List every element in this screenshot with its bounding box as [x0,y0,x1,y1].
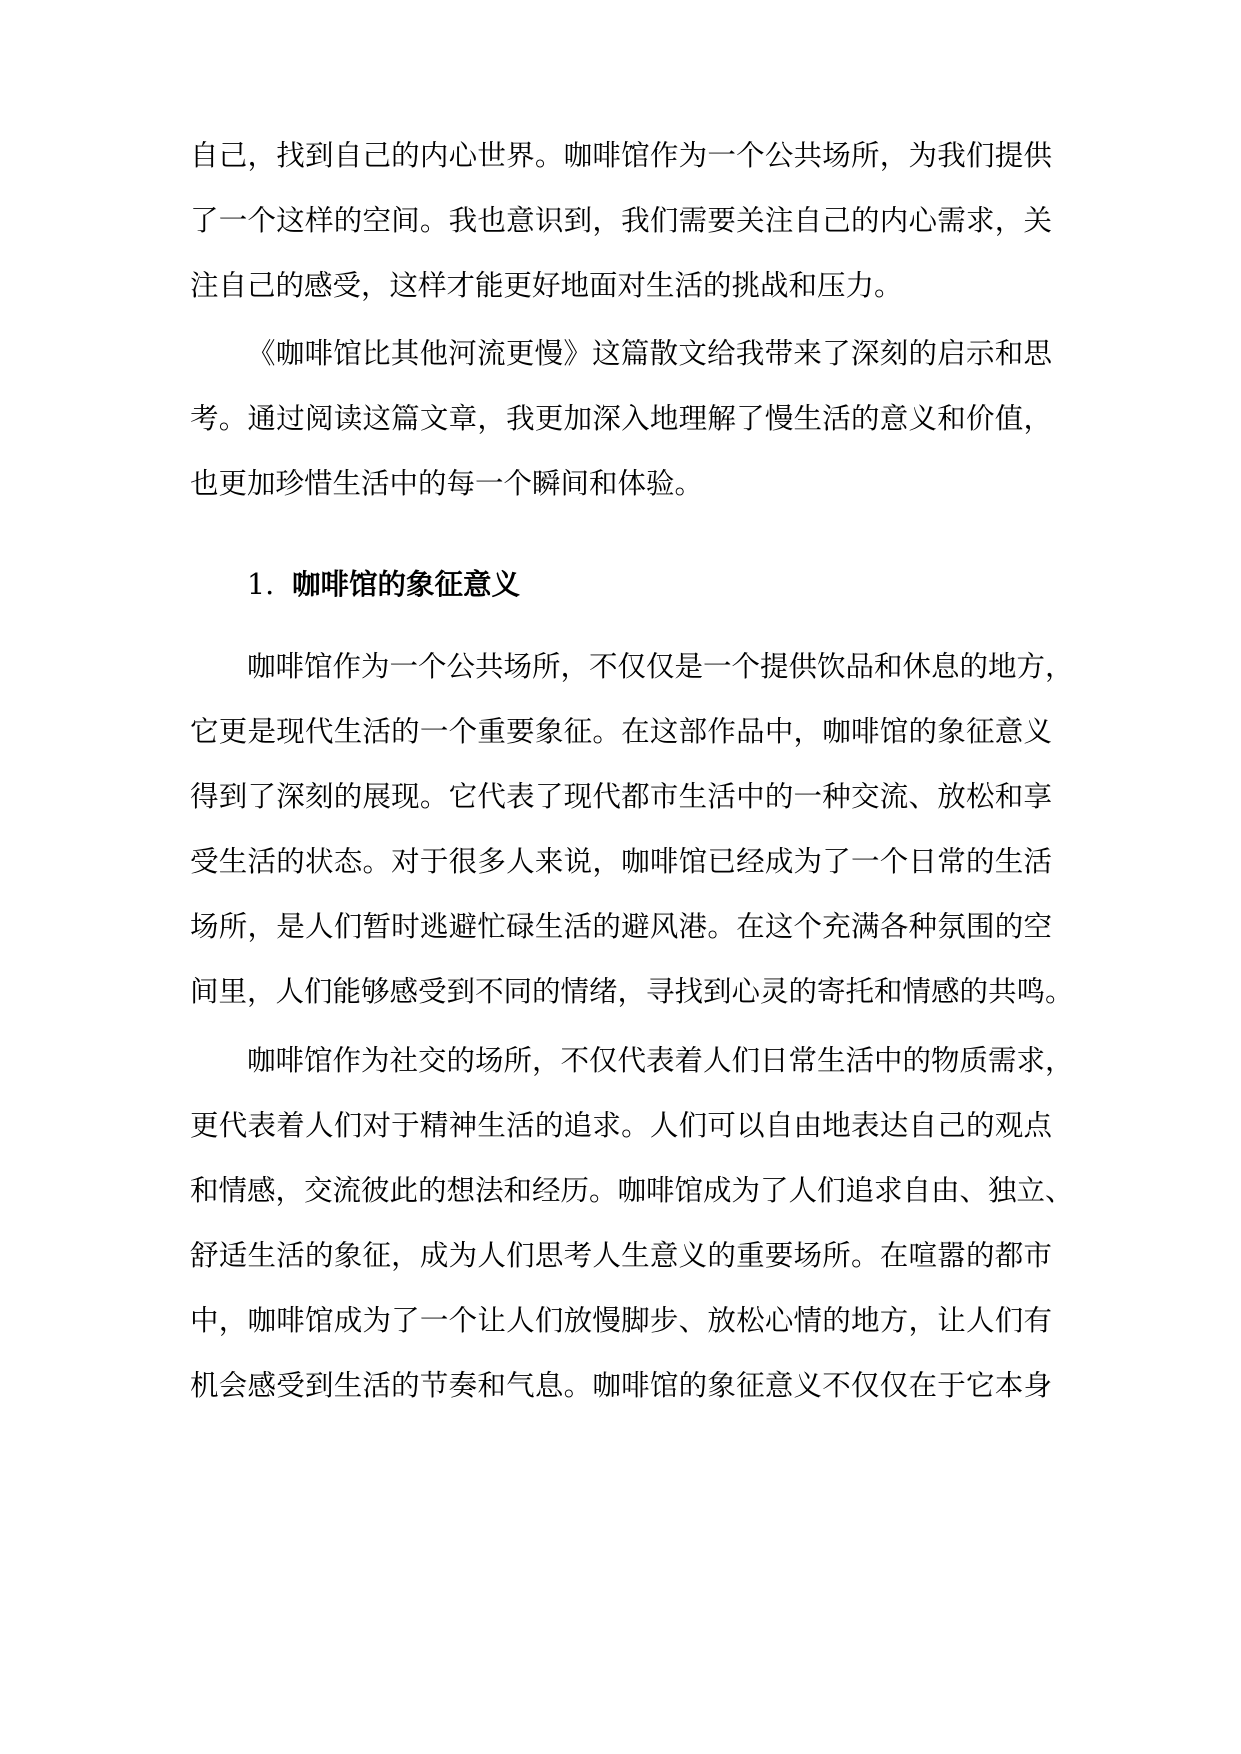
text-line: 和情感，交流彼此的想法和经历。咖啡馆成为了人们追求自由、独立、 [190,1174,1074,1207]
text-line: 得到了深刻的展现。它代表了现代都市生活中的一种交流、放松和享 [190,780,1052,813]
section-number: 1. [247,568,275,601]
text-line: 自己，找到自己的内心世界。咖啡馆作为一个公共场所，为我们提供 [190,139,1052,172]
text-line: 了一个这样的空间。我也意识到，我们需要关注自己的内心需求，关 [190,204,1052,237]
text-line: 场所，是人们暂时逃避忙碌生活的避风港。在这个充满各种氛围的空 [190,910,1052,943]
section-heading [247,564,520,605]
text-line: 机会感受到生活的节奏和气息。咖啡馆的象征意义不仅仅在于它本身 [190,1369,1052,1402]
text-line: 《咖啡馆比其他河流更慢》这篇散文给我带来了深刻的启示和思 [247,337,1052,370]
text-line: 舒适生活的象征，成为人们思考人生意义的重要场所。在喧嚣的都市 [190,1239,1052,1272]
text-line: 也更加珍惜生活中的每一个瞬间和体验。 [190,467,704,500]
text-line: 间里，人们能够感受到不同的情绪，寻找到心灵的寄托和情感的共鸣。 [190,975,1074,1008]
text-line: 中，咖啡馆成为了一个让人们放慢脚步、放松心情的地方，让人们有 [190,1304,1052,1337]
text-line: 注自己的感受，这样才能更好地面对生活的挑战和压力。 [190,269,903,302]
text-line: 它更是现代生活的一个重要象征。在这部作品中，咖啡馆的象征意义 [190,715,1052,748]
text-line: 咖啡馆作为社交的场所，不仅代表着人们日常生活中的物质需求， [247,1044,1074,1077]
text-line: 受生活的状态。对于很多人来说，咖啡馆已经成为了一个日常的生活 [190,845,1052,878]
text-line: 考。通过阅读这篇文章，我更加深入地理解了慢生活的意义和价值， [190,402,1052,435]
text-line: 更代表着人们对于精神生活的追求。人们可以自由地表达自己的观点 [190,1109,1052,1142]
section-title: 咖啡馆的象征意义 [292,567,521,601]
text-line: 咖啡馆作为一个公共场所，不仅仅是一个提供饮品和休息的地方， [247,650,1074,683]
